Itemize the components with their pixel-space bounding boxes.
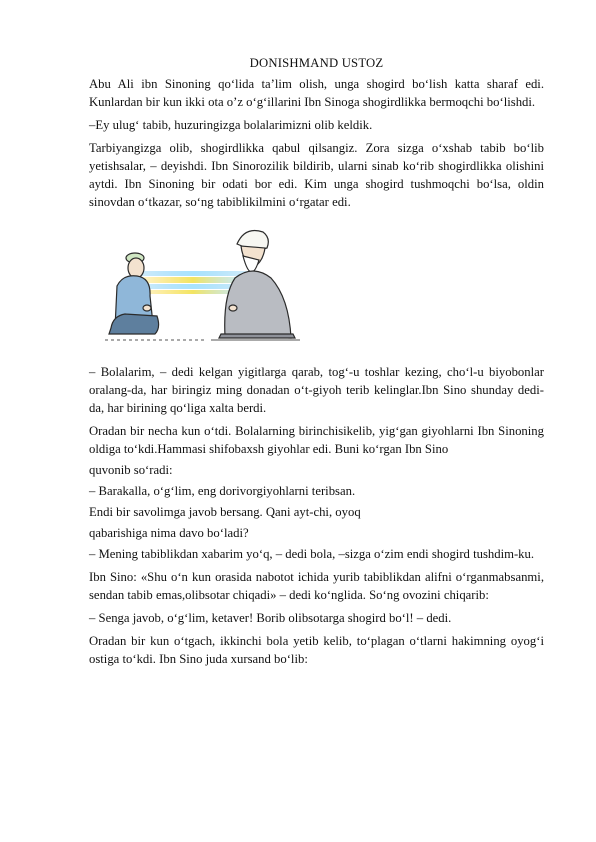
paragraph-request: Tarbiyangizga olib, shogirdlikka qabul qilsangiz. Zora sizga o‘xshab tabib bo‘lib yetishsalar, – deyishdi. Ibn Sinorozilik bildirib, ularni sinab ko‘rib shogirdlikka olishini aytdi. Ibn Sinoning bir odati bor edi. Kim unga shogird tushmoqchi bo‘lsa, oldin sinovdan o‘tkazar, so‘ng tabiblikilmini o‘rgatar edi. [89, 141, 544, 209]
paragraph-question: Endi bir savolimga javob bersang. Qani ayt-chi, oyoq [89, 505, 361, 519]
paragraph-asked: quvonib so‘radi: [89, 463, 173, 477]
paragraph-intro: Abu Ali ibn Sinoning qo‘lida ta’lim olish, unga shogird bo‘lish katta sharaf edi. Kunlardan bir kun ikki ota o’z o‘g‘illarini Ibn Sinoga shogirdlikka bermoqchi bo‘lishdi. [89, 77, 544, 109]
paragraph-praise: – Barakalla, o‘g‘lim, eng dorivorgiyohlarni teribsan. [89, 484, 356, 498]
paragraph-first-boy: Oradan bir necha kun o‘tdi. Bolalarning birinchisikelib, yig‘gan giyohlarni Ibn Sinoning oldiga to‘kdi.Hammasi shifobaxsh giyohlar edi. Buni ko‘rgan Ibn Sino [89, 424, 544, 456]
paragraph-ibn-sino-thought: Ibn Sino: «Shu o‘n kun orasida nabotot ichida yurib tabiblikdan alifni o‘rganmabsanmi, sendan tabib emas,olibsotar chiqadi» – dedi ko‘nglida. So‘ng ovozini chiqarib: [89, 570, 544, 602]
paragraph-second-boy: Oradan bir kun o‘tgach, ikkinchi bola yetib kelib, to‘plagan o‘tlarni hakimning oyog‘i ostiga to‘kdi. Ibn Sino juda xursand bo‘lib: [89, 634, 544, 666]
page-title: DONISHMAND USTOZ [249, 56, 384, 70]
teacher-and-student-illustration [95, 216, 310, 351]
paragraph-question-cont: qabarishiga nima davo bo‘ladi? [89, 526, 249, 540]
paragraph-instruction: – Bolalarim, – dedi kelgan yigitlarga qarab, tog‘-u toshlar kezing, cho‘l-u biyobonlar oralang-da, har biringiz ming donadan o‘t-giyoh terib kelinglar.Ibn Sino shunday dedi-da, har birining qo‘liga xalta berdi. [89, 365, 544, 415]
paragraph-dismissal: – Senga javob, o‘g‘lim, ketaver! Borib olibsotarga shogird bo‘l! – dedi. [89, 611, 452, 625]
paragraph-boy-answer: – Mening tabiblikdan xabarim yo‘q, – dedi bola, –sizga o‘zim endi shogird tushdim-ku. [89, 547, 535, 561]
paragraph-greeting: –Ey ulug‘ tabib, huzuringizga bolalarimizni olib keldik. [89, 118, 373, 132]
